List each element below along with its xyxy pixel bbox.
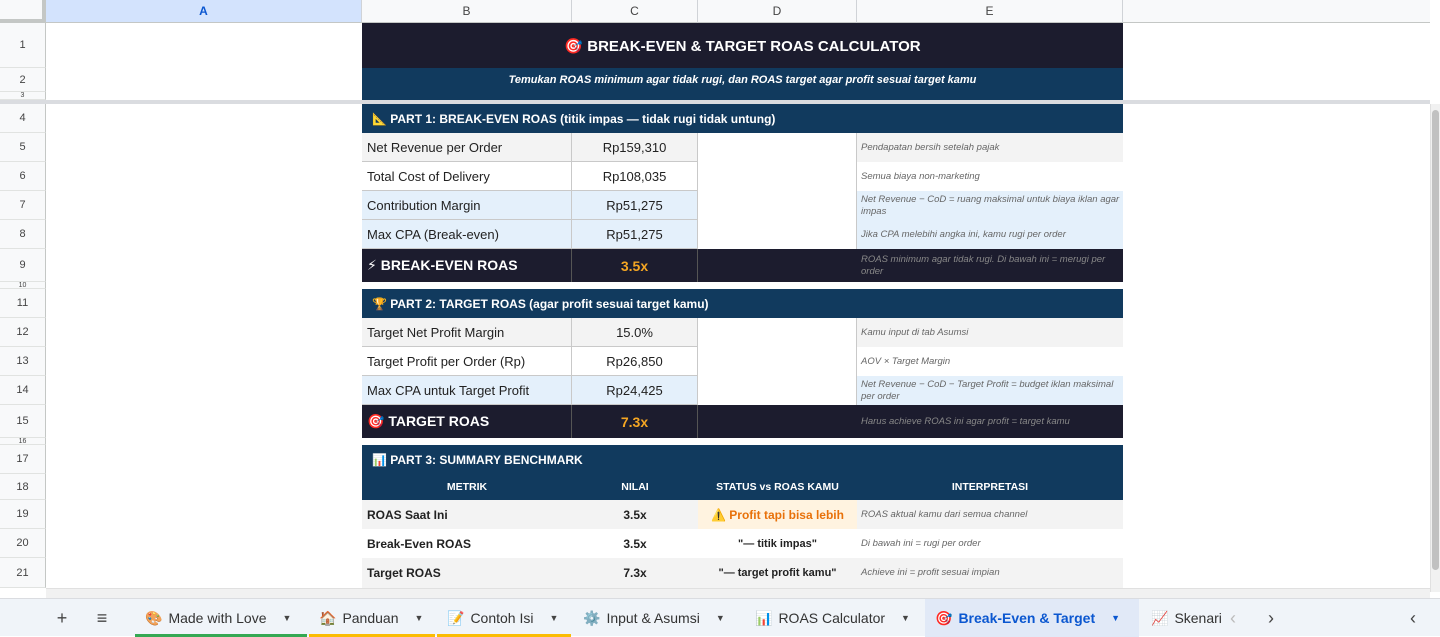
chevron-down-icon[interactable]: ▼ [549, 613, 559, 623]
scroll-tabs-right-button[interactable] [1256, 599, 1286, 637]
part1-note-contribution-margin[interactable]: Net Revenue − CoD = ruang maksimal untuk biaya iklan agar impas [857, 191, 1123, 220]
part1-value-net-revenue[interactable]: Rp159,310 [572, 133, 698, 162]
all-sheets-button[interactable] [87, 599, 117, 637]
palette-icon: 🎨 [145, 609, 163, 626]
column-header-b[interactable]: B [362, 0, 572, 23]
row-header[interactable]: 12 [0, 318, 46, 347]
tab-contoh-isi[interactable] [437, 599, 571, 637]
part2-label-target-profit[interactable]: Target Profit per Order (Rp) [362, 347, 572, 376]
part1-merged-blank[interactable] [698, 133, 857, 249]
part3-col-metrik[interactable]: METRIK [362, 474, 572, 500]
target-roas-value[interactable]: 7.3x [572, 405, 698, 438]
summary-status-current[interactable]: ⚠️ Profit tapi bisa lebih [698, 500, 857, 529]
collapse-sidebar-button[interactable] [1398, 599, 1428, 637]
row-header[interactable]: 2 [0, 68, 46, 92]
target-icon: 🎯 [935, 609, 953, 626]
summary-value-current[interactable]: 3.5x [572, 500, 698, 529]
row-header[interactable]: 19 [0, 500, 46, 529]
tab-label: Made with Love [168, 610, 267, 626]
chevron-down-icon[interactable]: ▼ [282, 613, 292, 623]
part3-col-nilai[interactable]: NILAI [572, 474, 698, 500]
row-header[interactable]: 8 [0, 220, 46, 249]
row-header[interactable]: 1 [0, 23, 46, 68]
chevron-left-icon: ‹ [1410, 607, 1416, 628]
menu-icon: ≡ [96, 607, 108, 628]
row-header[interactable]: 20 [0, 529, 46, 558]
part2-value-target-margin[interactable]: 15.0% [572, 318, 698, 347]
part3-col-interpretasi[interactable]: INTERPRETASI [857, 474, 1123, 500]
part1-label-cost-delivery[interactable]: Total Cost of Delivery [362, 162, 572, 191]
chevron-down-icon[interactable]: ▼ [414, 613, 424, 623]
tab-roas-calculator[interactable] [745, 599, 923, 637]
tab-label: Skenari [1174, 610, 1222, 626]
part2-value-max-cpa-target[interactable]: Rp24,425 [572, 376, 698, 405]
trend-icon: 📈 [1151, 609, 1169, 626]
chevron-down-icon[interactable]: ▼ [715, 613, 725, 623]
scroll-tabs-left-button[interactable] [1218, 599, 1248, 637]
row-header[interactable]: 5 [0, 133, 46, 162]
part1-value-contribution-margin[interactable]: Rp51,275 [572, 191, 698, 220]
target-roas-label[interactable]: 🎯 TARGET ROAS [362, 405, 572, 438]
summary-metric-target[interactable]: Target ROAS [362, 558, 572, 588]
summary-metric-current[interactable]: ROAS Saat Ini [362, 500, 572, 529]
part1-note-net-revenue[interactable]: Pendapatan bersih setelah pajak [857, 133, 1123, 162]
part1-header[interactable]: 📐 PART 1: BREAK-EVEN ROAS (titik impas — tidak rugi tidak untung) [362, 104, 1123, 133]
chevron-down-icon[interactable]: ▼ [1111, 613, 1121, 623]
tab-label: Break-Even & Target [958, 610, 1096, 626]
row-header[interactable]: 17 [0, 445, 46, 474]
row-header[interactable]: 16 [0, 438, 46, 445]
part2-merged-blank[interactable] [698, 318, 857, 405]
summary-interp-target[interactable]: Achieve ini = profit sesuai impian [857, 558, 1123, 588]
summary-metric-break-even[interactable]: Break-Even ROAS [362, 529, 572, 558]
break-even-roas-blank[interactable] [698, 249, 857, 282]
title-spacer [362, 92, 1123, 100]
vertical-scrollbar-thumb[interactable] [1432, 110, 1439, 570]
chevron-left-icon: ‹ [1230, 607, 1236, 628]
tab-label: Panduan [342, 610, 399, 626]
summary-status-target[interactable]: "— target profit kamu" [698, 558, 857, 588]
part1-label-net-revenue[interactable]: Net Revenue per Order [362, 133, 572, 162]
part1-label-contribution-margin[interactable]: Contribution Margin [362, 191, 572, 220]
chevron-down-icon[interactable]: ▼ [901, 613, 910, 623]
row-header[interactable]: 4 [0, 104, 46, 133]
tab-label: ROAS Calculator [778, 610, 886, 626]
memo-icon: 📝 [447, 609, 465, 626]
sheet-title[interactable]: 🎯 BREAK-EVEN & TARGET ROAS CALCULATOR [362, 23, 1123, 68]
row-header[interactable]: 15 [0, 405, 46, 438]
target-roas-blank[interactable] [698, 405, 857, 438]
summary-interp-break-even[interactable]: Di bawah ini = rugi per order [857, 529, 1123, 558]
break-even-roas-note[interactable]: ROAS minimum agar tidak rugi. Di bawah ini = merugi per order [857, 249, 1123, 282]
row-header[interactable]: 14 [0, 376, 46, 405]
tab-panduan[interactable] [309, 599, 435, 637]
tab-skenario[interactable] [1141, 599, 1222, 637]
column-header-c[interactable]: C [572, 0, 698, 23]
sheet-tab-bar [0, 598, 1440, 636]
column-header-a[interactable]: A [46, 0, 362, 23]
row-header[interactable]: 13 [0, 347, 46, 376]
column-header-e[interactable]: E [857, 0, 1123, 23]
tab-made-with-love[interactable] [135, 599, 307, 637]
bar-chart-icon: 📊 [755, 609, 773, 626]
chevron-right-icon: › [1268, 607, 1274, 628]
column-header-d[interactable]: D [698, 0, 857, 23]
row-header[interactable]: 11 [0, 289, 46, 318]
part2-label-max-cpa-target[interactable]: Max CPA untuk Target Profit [362, 376, 572, 405]
row-header[interactable]: 7 [0, 191, 46, 220]
part1-note-max-cpa[interactable]: Jika CPA melebihi angka ini, kamu rugi per order [857, 220, 1123, 249]
part1-value-cost-delivery[interactable]: Rp108,035 [572, 162, 698, 191]
column-header-empty [1123, 0, 1430, 23]
part3-header[interactable]: 📊 PART 3: SUMMARY BENCHMARK [362, 445, 1123, 474]
part3-col-status[interactable]: STATUS vs ROAS KAMU [698, 474, 857, 500]
row-header[interactable]: 21 [0, 558, 46, 588]
row-header[interactable]: 18 [0, 474, 46, 500]
row-header[interactable]: 3 [0, 92, 46, 100]
part2-note-target-margin[interactable]: Kamu input di tab Asumsi [857, 318, 1123, 347]
part2-note-max-cpa-target[interactable]: Net Revenue − CoD − Target Profit = budget iklan maksimal per order [857, 376, 1123, 405]
summary-interp-current[interactable]: ROAS aktual kamu dari semua channel [857, 500, 1123, 529]
part2-note-target-profit[interactable]: AOV × Target Margin [857, 347, 1123, 376]
break-even-roas-label[interactable]: ⚡ BREAK-EVEN ROAS [362, 249, 572, 282]
row-header[interactable]: 6 [0, 162, 46, 191]
tab-label: Contoh Isi [470, 610, 534, 626]
tab-input-asumsi[interactable] [573, 599, 743, 637]
house-icon: 🏠 [319, 609, 337, 626]
row-header[interactable]: 10 [0, 282, 46, 289]
add-sheet-button[interactable] [47, 599, 77, 637]
summary-status-break-even[interactable]: "— titik impas" [698, 529, 857, 558]
part2-value-target-profit[interactable]: Rp26,850 [572, 347, 698, 376]
gear-icon: ⚙️ [583, 609, 601, 626]
tab-label: Input & Asumsi [606, 610, 700, 626]
select-all-corner[interactable] [0, 0, 46, 23]
summary-value-break-even[interactable]: 3.5x [572, 529, 698, 558]
plus-icon: + [56, 607, 68, 628]
part1-value-max-cpa[interactable]: Rp51,275 [572, 220, 698, 249]
part2-header[interactable]: 🏆 PART 2: TARGET ROAS (agar profit sesuai target kamu) [362, 289, 1123, 318]
target-roas-note[interactable]: Harus achieve ROAS ini agar profit = target kamu [857, 405, 1123, 438]
part2-label-target-margin[interactable]: Target Net Profit Margin [362, 318, 572, 347]
part1-note-cost-delivery[interactable]: Semua biaya non-marketing [857, 162, 1123, 191]
summary-value-target[interactable]: 7.3x [572, 558, 698, 588]
break-even-roas-value[interactable]: 3.5x [572, 249, 698, 282]
row-header[interactable]: 9 [0, 249, 46, 282]
part1-label-max-cpa[interactable]: Max CPA (Break-even) [362, 220, 572, 249]
sheet-subtitle[interactable]: Temukan ROAS minimum agar tidak rugi, dan ROAS target agar profit sesuai target kamu [362, 68, 1123, 92]
horizontal-scrollbar[interactable] [46, 588, 1430, 598]
tab-break-even-target[interactable] [925, 599, 1139, 637]
